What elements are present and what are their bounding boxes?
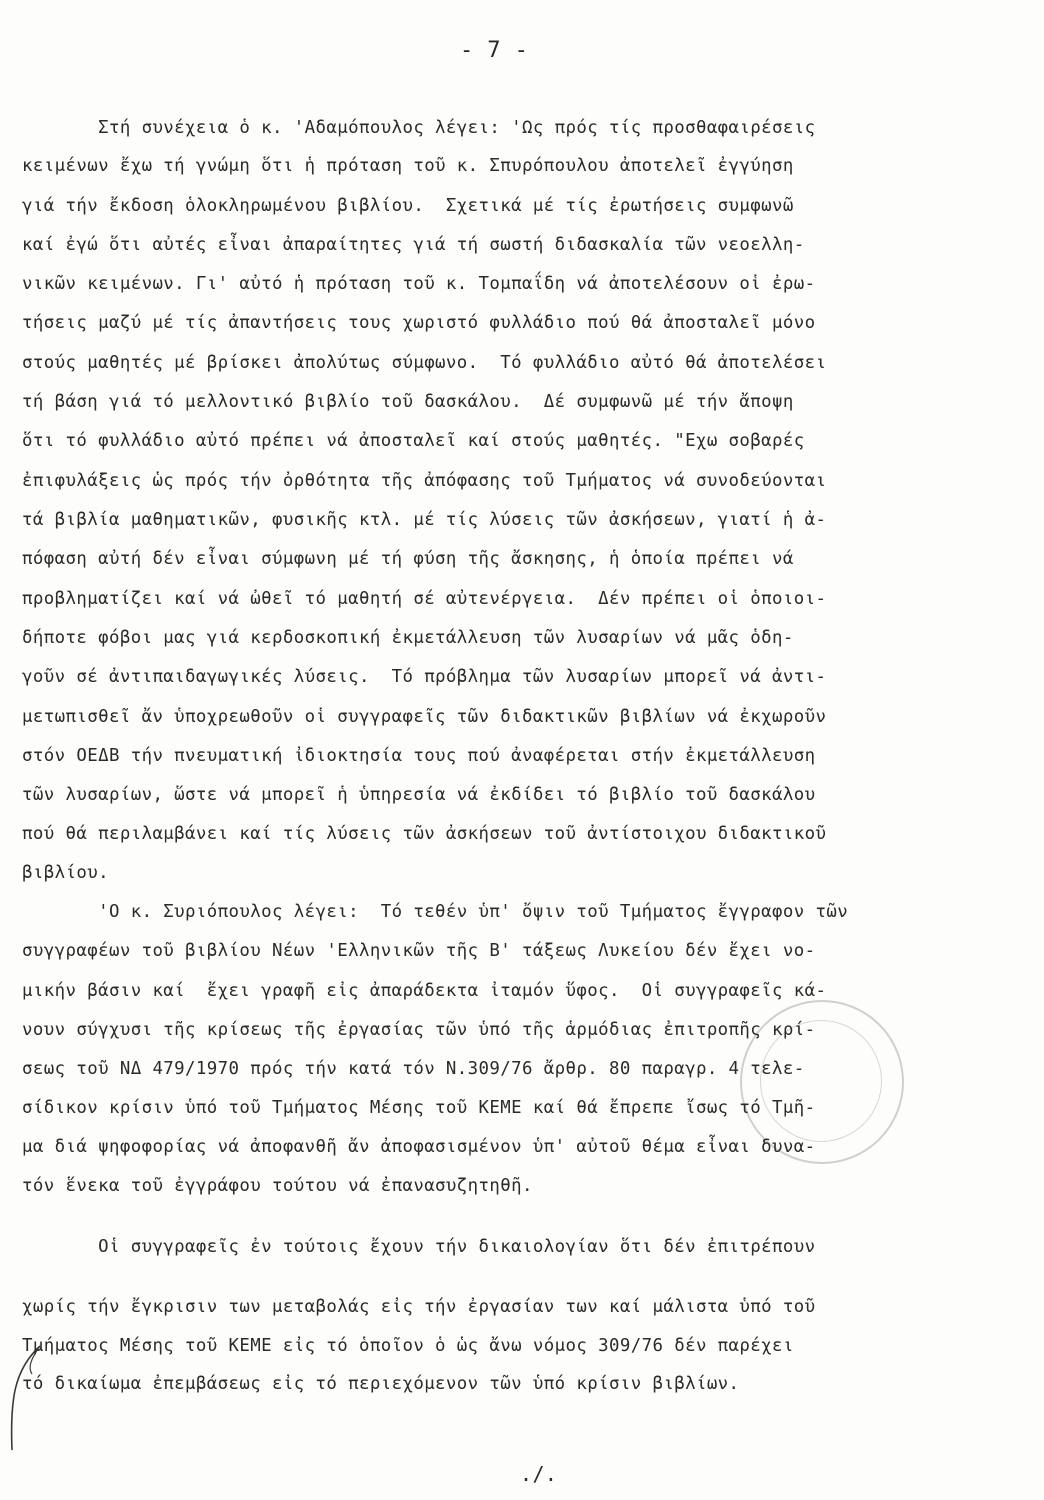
text-line: συγγραφέων τοῦ βιβλίου Νέων 'Ελληνικῶν τῆς Β' τάξεως Λυκείου δέν ἔχει νο- [22, 941, 816, 961]
text-line: δήποτε φόβοι μας γιά κερδοσκοπική ἐκμετάλλευση τῶν λυσαρίων νά μᾶς ὁδη- [22, 628, 794, 648]
text-line: Τμήματος Μέσης τοῦ ΚΕΜΕ εἰς τό ὁποῖον ὁ ὡς ἄνω νόμος 309/76 δέν παρέχει [22, 1336, 794, 1356]
text-line: ὅτι τό φυλλάδιο αὐτό πρέπει νά ἀποσταλεῖ καί στούς μαθητές. "Εχω σοβαρές [22, 431, 805, 451]
text-line: Στή συνέχεια ὁ κ. 'Αδαμόπουλος λέγει: 'Ως πρός τίς προσθαφαιρέσεις [22, 118, 816, 138]
text-line: νουν σύγχυσι τῆς κρίσεως τῆς ἐργασίας τῶν ὑπό τῆς ἁρμόδιας ἐπιτροπῆς κρί- [22, 1020, 816, 1040]
text-line: τήσεις μαζύ μέ τίς ἀπαντήσεις τους χωριστό φυλλάδιο πού θά ἀποσταλεῖ μόνο [22, 313, 816, 333]
page-number: - 7 - [460, 38, 529, 63]
text-line: τῶν λυσαρίων, ὥστε νά μπορεῖ ἡ ὑπηρεσία νά ἐκδίδει τό βιβλίο τοῦ δασκάλου [22, 785, 816, 805]
text-line: νικῶν κειμένων. Γι' αὐτό ἡ πρόταση τοῦ κ. Τομπαΐδη νά ἀποτελέσουν οἱ ἐρω- [22, 274, 816, 294]
text-line: τόν ἕνεκα τοῦ ἐγγράφου τούτου νά ἐπανασυζητηθῆ. [22, 1176, 533, 1196]
text-line: τό δικαίωμα ἐπεμβάσεως εἰς τό περιεχόμενον τῶν ὑπό κρίσιν βιβλίων. [22, 1374, 740, 1394]
text-line: προβληματίζει καί νά ὠθεῖ τό μαθητή σέ αὐτενέργεια. Δέν πρέπει οἱ ὁποιοι- [22, 589, 827, 609]
text-line: ἐπιφυλάξεις ὡς πρός τήν ὀρθότητα τῆς ἀπόφασης τοῦ Τμήματος νά συνοδεύονται [22, 471, 827, 491]
text-line: πόφαση αὐτή δέν εἶναι σύμφωνη μέ τή φύση τῆς ἄσκησης, ἡ ὁποία πρέπει νά [22, 549, 794, 569]
margin-bracket-mark [0, 1340, 80, 1460]
text-line: Οἱ συγγραφεῖς ἐν τούτοις ἔχουν τήν δικαιολογίαν ὅτι δέν ἐπιτρέπουν [22, 1237, 816, 1257]
text-line: τή βάση γιά τό μελλοντικό βιβλίο τοῦ δασκάλου. Δέ συμφωνῶ μέ τήν ἄποψη [22, 392, 794, 412]
text-line: στούς μαθητές μέ βρίσκει ἀπολύτως σύμφωνο. Τό φυλλάδιο αὐτό θά ἀποτελέσει [22, 353, 827, 373]
text-line: στόν ΟΕΔΒ τήν πνευματική ἰδιοκτησία τους πού ἀναφέρεται στήν ἐκμετάλλευση [22, 746, 816, 766]
text-line: σίδικον κρίσιν ὑπό τοῦ Τμήματος Μέσης τοῦ ΚΕΜΕ καί θά ἔπρεπε ἴσως τό Τμῆ- [22, 1098, 816, 1118]
text-line: γιά τήν ἔκδοση ὁλοκληρωμένου βιβλίου. Σχετικά μέ τίς ἐρωτήσεις συμφωνῶ [22, 196, 794, 216]
text-line: βιβλίου. [22, 863, 109, 883]
text-line: χωρίς τήν ἔγκρισιν των μεταβολάς εἰς τήν ἐργασίαν των καί μάλιστα ὑπό τοῦ [22, 1297, 816, 1317]
text-line: κειμένων ἔχω τή γνώμη ὅτι ἡ πρόταση τοῦ κ. Σπυρόπουλου ἀποτελεῖ ἐγγύηση [22, 156, 794, 176]
text-line: καί ἐγώ ὅτι αὐτές εἶναι ἀπαραίτητες γιά τή σωστή διδασκαλία τῶν νεοελλη- [22, 235, 805, 255]
page-continuation-mark: ./. [520, 1462, 558, 1486]
text-line: τά βιβλία μαθηματικῶν, φυσικῆς κτλ. μέ τίς λύσεις τῶν ἀσκήσεων, γιατί ἡ ἀ- [22, 510, 827, 530]
text-line: 'Ο κ. Συριόπουλος λέγει: Τό τεθέν ὑπ' ὄψιν τοῦ Τμήματος ἔγγραφον τῶν [22, 902, 849, 922]
text-line: σεως τοῦ ΝΔ 479/1970 πρός τήν κατά τόν Ν.309/76 ἄρθρ. 80 παραγρ. 4 τελε- [22, 1059, 805, 1079]
text-line: μικήν βάσιν καί ἔχει γραφῆ εἰς ἀπαράδεκτα ἰταμόν ὕφος. Οἱ συγγραφεῖς κά- [22, 981, 827, 1001]
text-line: μετωπισθεῖ ἄν ὑποχρεωθοῦν οἱ συγγραφεῖς τῶν διδακτικῶν βιβλίων νά ἐκχωροῦν [22, 707, 827, 727]
text-line: μα διά ψηφοφορίας νά ἀποφανθῆ ἄν ἀποφασισμένον ὑπ' αὐτοῦ θέμα εἶναι δυνα- [22, 1137, 816, 1157]
text-line: γοῦν σέ ἀντιπαιδαγωγικές λύσεις. Τό πρόβλημα τῶν λυσαρίων μπορεῖ νά ἀντι- [22, 667, 827, 687]
text-line: πού θά περιλαμβάνει καί τίς λύσεις τῶν ἀσκήσεων τοῦ ἀντίστοιχου διδακτικοῦ [22, 824, 827, 844]
